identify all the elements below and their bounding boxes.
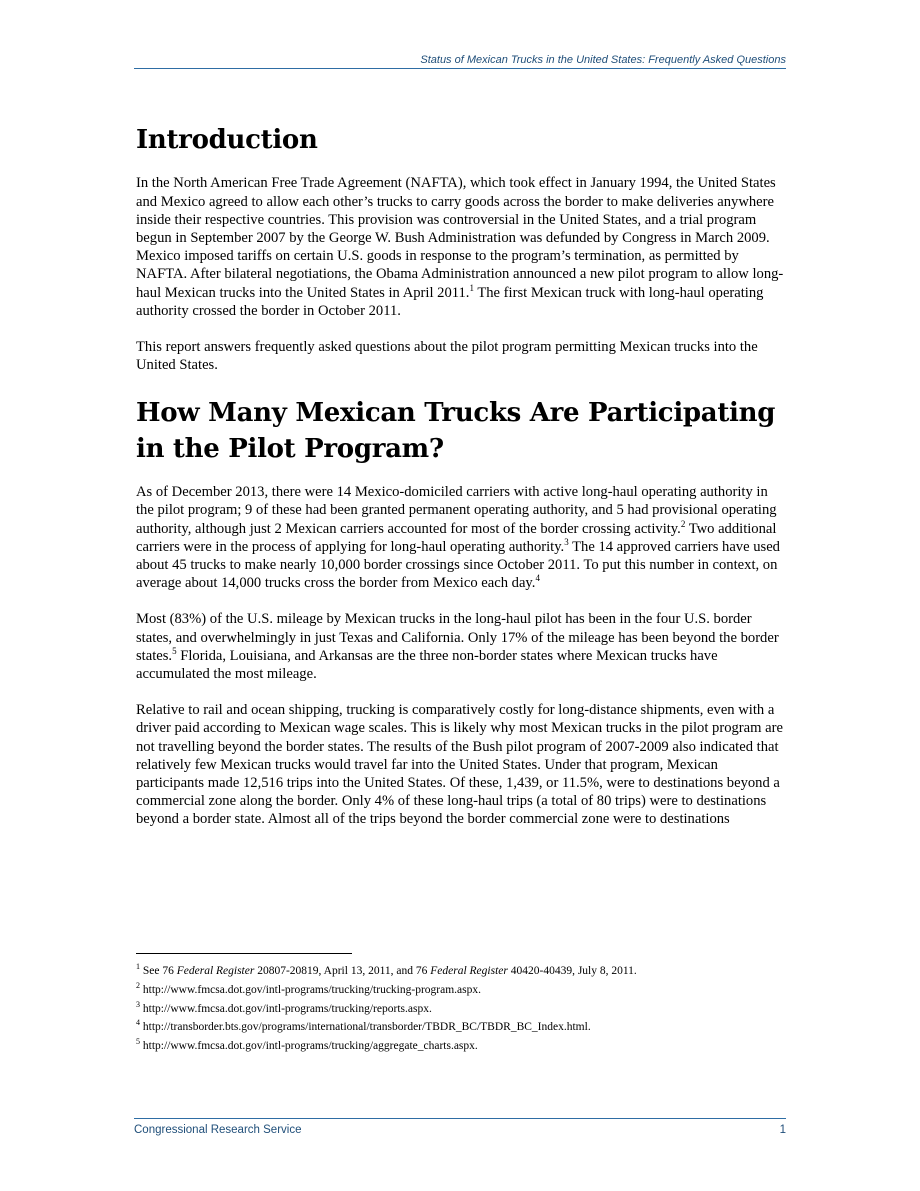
section-heading-introduction: Introduction [136, 125, 318, 155]
intro-p1-text-a: In the North American Free Trade Agreement (NAFTA), which took effect in January 1994, the United States and Mexico agreed to allow each other’s trucks to carry goods across the border to make deliveries anywhere inside their respective countries. This provision was controversial in the United States, and a trial program begun in September 2007 by the George W. Bush Administration was defunded by Congress in March 2009. Mexico imposed tariffs on certain U.S. goods in response to the program’s termination, as permitted by NAFTA. After bilateral negotiations, the Obama Administration announced a new pilot program to allow long-haul Mexican trucks into the United States in April 2011. [136, 175, 784, 301]
footnote-text: 40420-40439, July 8, 2011. [507, 965, 637, 977]
participation-p1-text-a: As of December 2013, there were 14 Mexico-domiciled carriers with active long-haul operating authority in the pilot program; 9 of these had been granted permanent operating authority, and 5 had provisional operating authority, although just 2 Mexican carriers accounted for most of the border crossing activity. [136, 484, 777, 537]
footnote-link[interactable]: http://www.fmcsa.dot.gov/intl-programs/trucking/reports.aspx. [142, 1002, 432, 1015]
footnote-number: 3 [136, 999, 140, 1009]
footnote-link[interactable]: http://www.fmcsa.dot.gov/intl-programs/trucking/trucking-program.aspx. [142, 983, 481, 996]
participation-paragraph-2 [136, 610, 786, 683]
footnotes [136, 962, 786, 1056]
footer-organization: Congressional Research Service [134, 1124, 302, 1136]
main-content [136, 122, 786, 847]
footnote-ref-1[interactable]: 1 [469, 282, 474, 293]
participation-paragraph-3: Relative to rail and ocean shipping, trucking is comparatively costly for long-distance shipments, even with a driver paid according to Mexican wage scales. This is likely why most Mexican trucks in the pilot program are not travelling beyond the border states. The results of the Bush pilot program of 2007-2009 also indicated that relatively few Mexican trucks would travel far into the United States. Under that program, Mexican participants made 12,516 trips into the United States. Of these, 1,439, or 11.5%, were to destinations beyond a commercial zone along the border. Only 4% of these long-haul trips (a total of 80 trips) were to destinations beyond a border state. Almost all of the trips beyond the border commercial zone were to destinations [136, 702, 783, 828]
footnote-ref-4[interactable]: 4 [535, 573, 540, 584]
running-header [134, 54, 786, 69]
footnote-separator [136, 953, 352, 954]
participation-p2-text-a: Most (83%) of the U.S. mileage by Mexican trucks in the long-haul pilot has been in the four U.S. border states, and overwhelmingly in just Texas and California. Only 17% of the mileage has been beyond the border states. [136, 611, 779, 664]
running-footer [134, 1118, 786, 1136]
page-number: 1 [779, 1124, 786, 1136]
participation-p1-text-c: The 14 approved carriers have used about 45 trucks to make nearly 10,000 border crossings since October 2011. To put this number in context, on average about 14,000 trucks cross the border from Mexico each day. [136, 538, 780, 592]
footnote-number: 1 [136, 962, 140, 972]
footnote-1 [136, 962, 786, 981]
footnote-ref-3[interactable]: 3 [564, 536, 569, 547]
footnote-text: See 76 [142, 965, 177, 977]
footnote-number: 5 [136, 1037, 140, 1047]
footnote-2 [136, 981, 786, 1000]
participation-paragraph-1 [136, 483, 786, 592]
footnote-ref-2[interactable]: 2 [680, 518, 686, 529]
footnote-number: 2 [136, 980, 140, 990]
section-heading-participation: How Many Mexican Trucks Are Participating in the Pilot Program? [136, 398, 776, 465]
participation-p2-text-b: Florida, Louisiana, and Arkansas are the three non-border states where Mexican trucks have accumulated the most mileage. [136, 647, 718, 682]
footnote-text: 20807-20819, April 13, 2011, and 76 [254, 965, 431, 977]
participation-p1-text-b: Two additional carriers were in the process of applying for long-haul operating authority. [136, 520, 777, 555]
footnote-5 [136, 1037, 786, 1056]
intro-paragraph-2: This report answers frequently asked questions about the pilot program permitting Mexican trucks into the United States. [136, 339, 758, 374]
footnote-4 [136, 1018, 786, 1037]
footnote-link[interactable]: http://www.fmcsa.dot.gov/intl-programs/trucking/aggregate_charts.aspx. [142, 1040, 478, 1053]
intro-paragraph-1 [136, 174, 786, 320]
running-header-title: Status of Mexican Trucks in the United States: Frequently Asked Questions [420, 54, 786, 66]
footnote-3 [136, 1000, 786, 1019]
footnote-italic-source: Federal Register [430, 965, 508, 977]
footnote-number: 4 [136, 1018, 140, 1028]
intro-p1-text-b: The first Mexican truck with long-haul operating authority crossed the border in October 2011. [136, 284, 764, 319]
footnote-italic-source: Federal Register [176, 965, 255, 977]
footnote-ref-5[interactable]: 5 [172, 645, 177, 656]
footnote-link[interactable]: http://transborder.bts.gov/programs/international/transborder/TBDR_BC/TBDR_BC_Index.html. [142, 1021, 591, 1034]
